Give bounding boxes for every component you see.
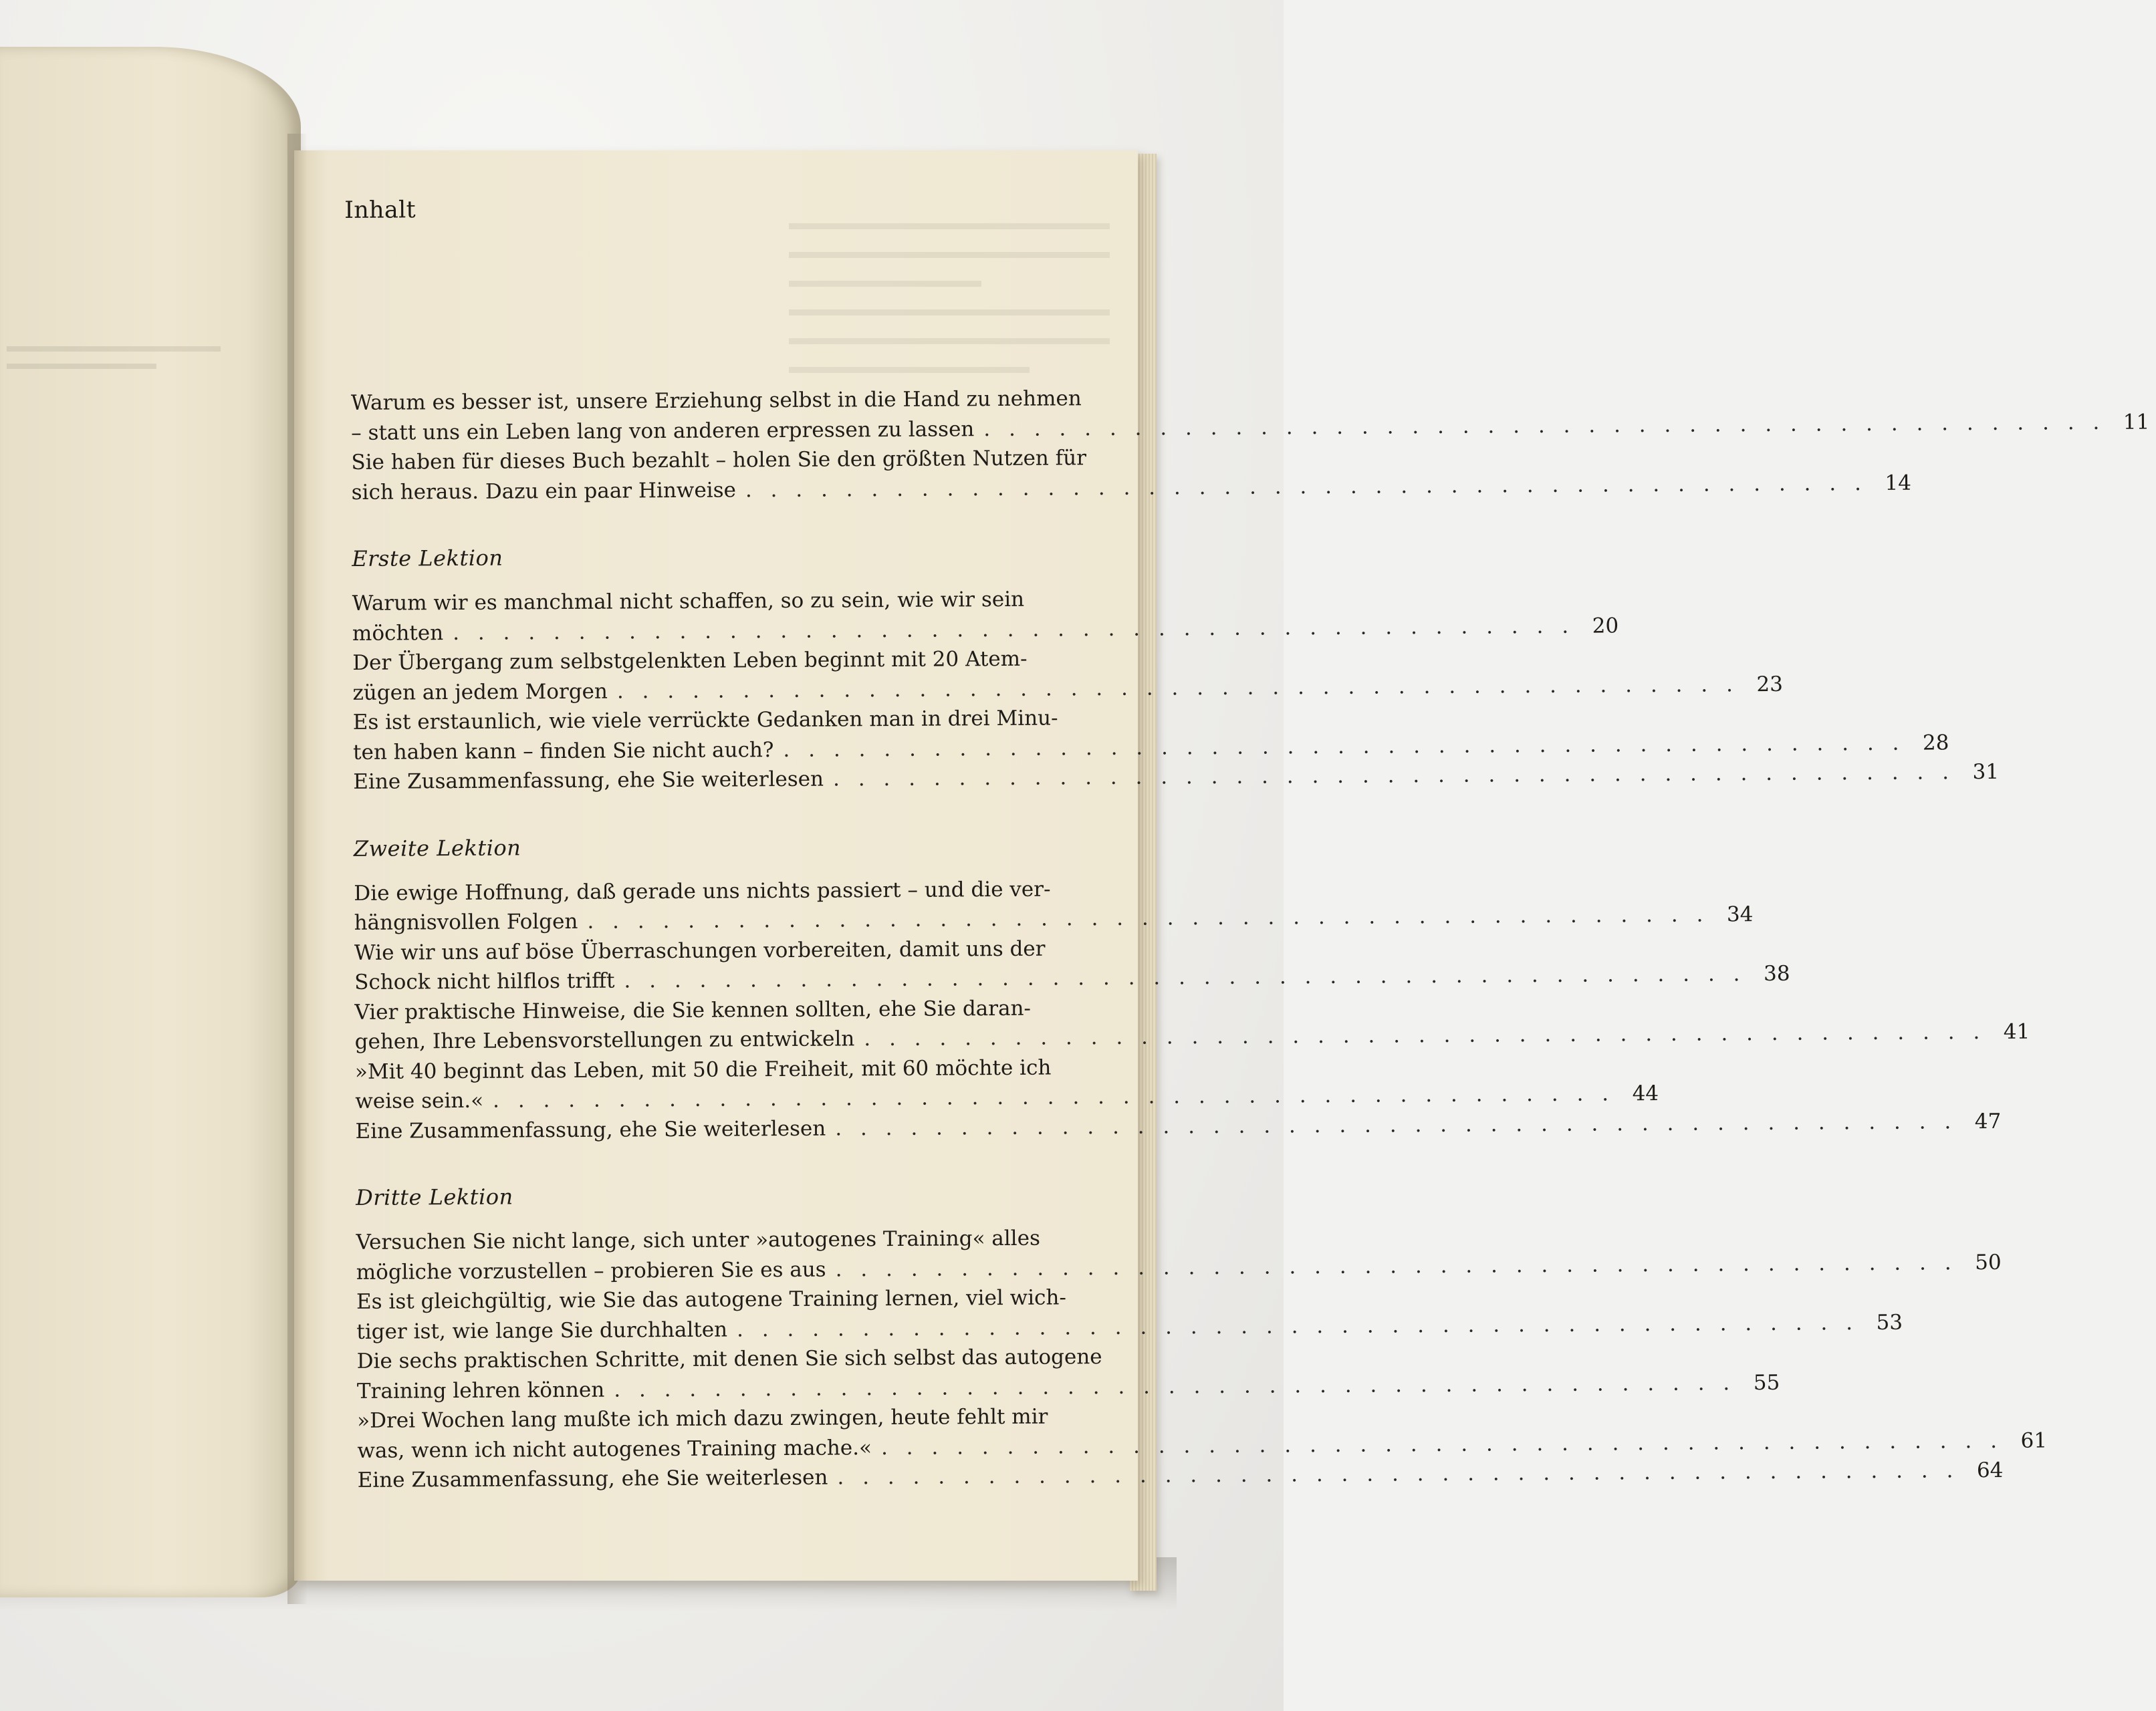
toc-entry-line1: Sie haben für dieses Buch bezahlt – holen Sie den größten Nutzen für bbox=[351, 446, 1087, 475]
toc-entry bbox=[350, 384, 2150, 448]
toc-entry-line1: Eine Zusammenfassung, ehe Sie weiterlesen bbox=[355, 1116, 826, 1144]
toc-entry bbox=[356, 1342, 1780, 1406]
toc-entry bbox=[352, 584, 1619, 648]
toc-entry-line2: weise sein.« bbox=[355, 1088, 484, 1113]
toc-entry-line1: Wie wir uns auf böse Überraschungen vorbereiten, damit uns der bbox=[354, 936, 1046, 965]
toc-entry-line2: was, wenn ich nicht autogenes Training mache.« bbox=[357, 1435, 872, 1463]
page-title: Inhalt bbox=[344, 196, 416, 224]
section-heading: Erste Lektion bbox=[352, 545, 503, 571]
toc-entry bbox=[357, 1458, 2004, 1495]
dot-leader: . . . . . . . . . . . . . . . . . . . . . . . . . . . . . . . . . . . . . . . . . . . . . bbox=[616, 672, 1740, 704]
dot-leader: . . . . . . . . . . . . . . . . . . . . . . . . . . . . . . . . . . . . . . . . . . . . . bbox=[736, 1310, 1859, 1341]
lesson-section-3 bbox=[350, 1180, 2048, 1495]
toc-entry-line1: Versuchen Sie nicht lange, sich unter »autogenes Training« alles bbox=[356, 1226, 1041, 1255]
dot-leader: . . . . . . . . . . . . . . . . . . . . . . . . . . . . . . . . . . . . . . . . . . . . . bbox=[864, 1020, 1986, 1051]
page-number: 20 bbox=[1592, 613, 1619, 638]
toc-entry-line2: mögliche vorzustellen – probieren Sie es aus bbox=[356, 1257, 826, 1285]
dot-leader: . . . . . . . . . . . . . . . . . . . . . . . . . . . . . . . . . . . . . . . . . . . . . bbox=[835, 1109, 1957, 1141]
toc-entry-line1: »Mit 40 beginnt das Leben, mit 50 die Freiheit, mit 60 möchte ich bbox=[354, 1055, 1052, 1084]
section-heading: Zweite Lektion bbox=[353, 834, 521, 862]
toc-entry-line1: Warum es besser ist, unsere Erziehung selbst in die Hand zu nehmen bbox=[350, 386, 1082, 415]
page-number: 50 bbox=[1975, 1250, 2002, 1275]
toc-entry bbox=[351, 443, 1911, 507]
toc-entry bbox=[352, 644, 1784, 708]
toc-entry-line1: Eine Zusammenfassung, ehe Sie weiterlesen bbox=[357, 1465, 828, 1492]
toc-entry bbox=[354, 993, 2030, 1057]
toc-entry-line2: sich heraus. Dazu ein paar Hinweise bbox=[351, 477, 737, 505]
toc-entry-line2: Schock nicht hilflos trifft bbox=[354, 968, 615, 995]
dot-leader: . . . . . . . . . . . . . . . . . . . . . . . . . . . . . . . . . . . . . . . . . . . . . bbox=[835, 1250, 1957, 1282]
toc-entry-line2: möchten bbox=[352, 620, 444, 646]
toc-entry bbox=[354, 874, 1754, 938]
toc-entry bbox=[354, 1053, 1659, 1117]
toc-entry-line1: Der Übergang zum selbstgelenkten Leben beginnt mit 20 Atem- bbox=[352, 646, 1028, 675]
lesson-section-2 bbox=[348, 831, 2030, 1146]
dot-leader: . . . . . . . . . . . . . . . . . . . . . . . . . . . . . . . . . . . . . . . . . . . . . bbox=[587, 902, 1709, 934]
dot-leader: . . . . . . . . . . . . . . . . . . . . . . . . . . . . . . . . . . . . . . . . . . . . . bbox=[832, 760, 1955, 791]
toc-entry bbox=[353, 759, 2000, 797]
dot-leader: . . . . . . . . . . . . . . . . . . . . . . . . . . . . . . . . . . . . . . . . . . . . . bbox=[614, 1370, 1736, 1402]
toc-entry-line2: zügen an jedem Morgen bbox=[352, 679, 608, 705]
toc-entry-line1: Die sechs praktischen Schritte, mit denen Sie sich selbst das autogene bbox=[356, 1345, 1102, 1373]
page-number: 64 bbox=[1976, 1458, 2004, 1483]
toc-entry-line2: gehen, Ihre Lebensvorstellungen zu entwickeln bbox=[354, 1027, 855, 1054]
page-number: 53 bbox=[1876, 1310, 1903, 1335]
left-page bbox=[0, 47, 301, 1597]
toc-entry-line2: Training lehren können bbox=[356, 1377, 605, 1404]
page-number: 38 bbox=[1763, 961, 1790, 986]
table-of-contents bbox=[344, 192, 2150, 1495]
toc-entry-line2: hängnisvollen Folgen bbox=[354, 909, 578, 935]
toc-entry-line1: Die ewige Hoffnung, daß gerade uns nichts passiert – und die ver- bbox=[354, 877, 1051, 906]
dot-leader: . . . . . . . . . . . . . . . . . . . . . . . . . . . . . . . . . . . . . . . . . . . . . bbox=[453, 614, 1575, 645]
page-number: 14 bbox=[1885, 471, 1911, 495]
intro-section bbox=[346, 384, 2150, 507]
left-page-show-through bbox=[7, 334, 221, 414]
toc-entry bbox=[356, 1283, 1903, 1347]
book-gutter bbox=[287, 134, 308, 1604]
toc-entry bbox=[352, 703, 1949, 767]
page-number: 55 bbox=[1753, 1370, 1780, 1395]
toc-entry-line2: – statt uns ein Leben lang von anderen erpressen zu lassen bbox=[351, 416, 975, 445]
toc-entry bbox=[356, 1223, 2002, 1287]
toc-entry-line1: Vier praktische Hinweise, die Sie kennen sollten, ehe Sie daran- bbox=[354, 996, 1032, 1025]
page-number: 34 bbox=[1726, 902, 1754, 927]
toc-entry bbox=[357, 1402, 2048, 1466]
dot-leader: . . . . . . . . . . . . . . . . . . . . . . . . . . . . . . . . . . . . . . . . . . . . . bbox=[837, 1458, 1959, 1490]
page-number: 47 bbox=[1974, 1109, 2002, 1134]
toc-entry-line2: ten haben kann – finden Sie nicht auch? bbox=[352, 737, 774, 765]
page-number: 61 bbox=[2020, 1428, 2048, 1453]
dot-leader: . . . . . . . . . . . . . . . . . . . . . . . . . . . . . . . . . . . . . . . . . . . . . bbox=[983, 410, 2106, 441]
toc-entry-line1: Warum wir es manchmal nicht schaffen, so zu sein, wie wir sein bbox=[352, 587, 1025, 616]
page-number: 23 bbox=[1756, 672, 1784, 696]
page-number: 41 bbox=[2003, 1019, 2030, 1044]
dot-leader: . . . . . . . . . . . . . . . . . . . . . . . . . . . . . . . . . . . . . . . . . . . . . bbox=[783, 731, 1905, 762]
toc-entry bbox=[355, 1109, 2002, 1146]
dot-leader: . . . . . . . . . . . . . . . . . . . . . . . . . . . . . . . . . . . . . . . . . . . . . bbox=[493, 1081, 1615, 1113]
toc-entry-line2: tiger ist, wie lange Sie durchhalten bbox=[356, 1317, 728, 1344]
section-heading: Dritte Lektion bbox=[356, 1184, 513, 1210]
dot-leader: . . . . . . . . . . . . . . . . . . . . . . . . . . . . . . . . . . . . . . . . . . . . . bbox=[745, 471, 1867, 502]
page-number: 31 bbox=[1972, 759, 2000, 785]
toc-entry-line1: Es ist erstaunlich, wie viele verrückte Gedanken man in drei Minu- bbox=[352, 706, 1058, 735]
toc-entry-line1: »Drei Wochen lang mußte ich mich dazu zwingen, heute fehlt mir bbox=[357, 1404, 1048, 1433]
toc-entry-line1: Eine Zusammenfassung, ehe Sie weiterlesen bbox=[353, 767, 824, 794]
page-number: 44 bbox=[1632, 1081, 1659, 1106]
page-number: 28 bbox=[1922, 730, 1949, 755]
toc-entry-line1: Es ist gleichgültig, wie Sie das autogene Training lernen, viel wich- bbox=[356, 1285, 1067, 1314]
dot-leader: . . . . . . . . . . . . . . . . . . . . . . . . . . . . . . . . . . . . . . . . . . . . . bbox=[880, 1428, 2004, 1460]
toc-entry bbox=[354, 934, 1790, 998]
lesson-section-1 bbox=[346, 541, 2000, 797]
dot-leader: . . . . . . . . . . . . . . . . . . . . . . . . . . . . . . . . . . . . . . . . . . . . . bbox=[624, 962, 1746, 993]
page-number: 11 bbox=[2123, 410, 2150, 434]
